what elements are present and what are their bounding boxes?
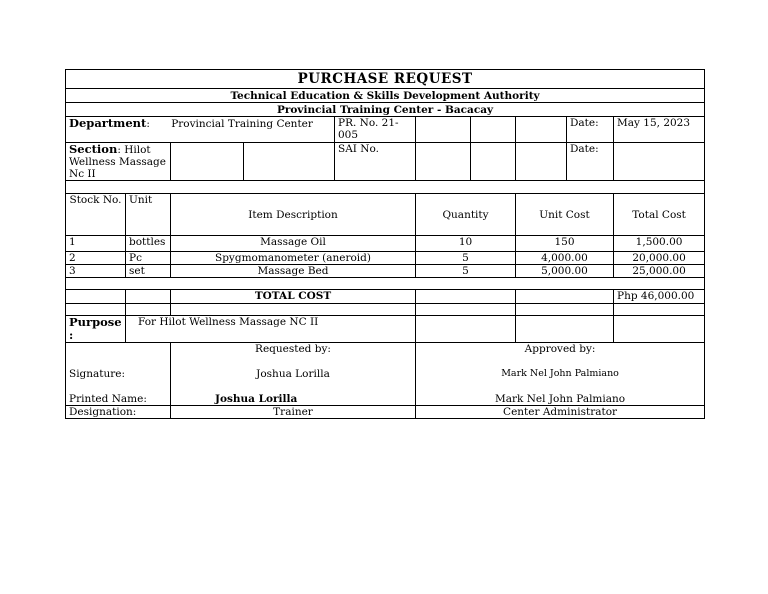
- department-value: Provincial Training Center: [171, 118, 313, 130]
- header-quantity: Quantity: [416, 194, 516, 236]
- blank-cell: [126, 290, 171, 304]
- item-total-cost: 1,500.00: [614, 236, 705, 252]
- purpose-value: For Hilot Wellness Massage NC II: [126, 316, 416, 343]
- item-description: Massage Bed: [171, 265, 416, 278]
- header-unit: Unit: [126, 194, 171, 236]
- item-description: Massage Oil: [171, 236, 416, 252]
- approved-printed-name: Mark Nel John Palmiano: [416, 393, 705, 406]
- printed-name-label: Printed Name:: [66, 393, 171, 406]
- item-quantity: 5: [416, 252, 516, 265]
- purpose-label: Purpose :: [66, 316, 126, 343]
- approved-designation: Center Administrator: [416, 406, 705, 419]
- requested-signature: Joshua Lorilla: [171, 368, 416, 393]
- blank-cell: [416, 304, 516, 316]
- spacer-row: [66, 278, 705, 290]
- blank-cell: [614, 316, 705, 343]
- blank-cell: [171, 304, 416, 316]
- spacer-row: [66, 181, 705, 194]
- requested-by-label: Requested by:: [171, 343, 416, 368]
- blank-cell: [416, 316, 516, 343]
- item-unit-cost: 5,000.00: [516, 265, 614, 278]
- item-stock-no: 2: [66, 252, 126, 265]
- form-title: PURCHASE REQUEST: [66, 70, 705, 89]
- department-cell: [66, 117, 335, 143]
- center-name: Provincial Training Center - Bacacay: [66, 103, 705, 117]
- header-total-cost: Total Cost: [614, 194, 705, 236]
- sai-number: SAI No.: [335, 143, 416, 181]
- requested-printed-name: Joshua Lorilla: [171, 393, 416, 406]
- blank-cell: [416, 117, 471, 143]
- table-row: [66, 265, 705, 278]
- item-unit: set: [126, 265, 171, 278]
- item-quantity: 5: [416, 265, 516, 278]
- date-label: Date:: [567, 117, 614, 143]
- approved-signature: Mark Nel John Palmiano: [416, 368, 705, 393]
- blank-cell: [516, 304, 614, 316]
- blank-cell: [66, 304, 126, 316]
- blank-cell: [416, 290, 516, 304]
- pr-number: PR. No. 21-005: [335, 117, 416, 143]
- blank-cell: [516, 117, 567, 143]
- blank-cell: [126, 304, 171, 316]
- item-unit-cost: 150: [516, 236, 614, 252]
- total-cost-label: TOTAL COST: [171, 290, 416, 304]
- blank-cell: [171, 143, 244, 181]
- department-label: Department: [69, 116, 147, 130]
- header-item-description: Item Description: [171, 194, 416, 236]
- department-colon: :: [146, 118, 150, 130]
- blank-cell: [66, 343, 171, 368]
- blank-cell: [66, 290, 126, 304]
- blank-cell: [416, 143, 471, 181]
- section-label: Section: [69, 142, 118, 156]
- blank-cell: [516, 316, 614, 343]
- blank-cell: [614, 143, 705, 181]
- purchase-request-form: [65, 69, 705, 419]
- blank-cell: [516, 143, 567, 181]
- agency-name: Technical Education & Skills Development Authority: [66, 89, 705, 103]
- blank-cell: [471, 143, 516, 181]
- date-value: May 15, 2023: [614, 117, 705, 143]
- item-unit: bottles: [126, 236, 171, 252]
- approved-by-label: Approved by:: [416, 343, 705, 368]
- item-unit: Pc: [126, 252, 171, 265]
- requested-designation: Trainer: [171, 406, 416, 419]
- blank-cell: [244, 143, 335, 181]
- item-stock-no: 3: [66, 265, 126, 278]
- item-description: Spygmomanometer (aneroid): [171, 252, 416, 265]
- item-stock-no: 1: [66, 236, 126, 252]
- section-cell: [66, 143, 171, 181]
- total-cost-value: Php 46,000.00: [614, 290, 705, 304]
- header-unit-cost: Unit Cost: [516, 194, 614, 236]
- header-stock-no: Stock No.: [66, 194, 126, 236]
- blank-cell: [471, 117, 516, 143]
- designation-label: Designation:: [66, 406, 171, 419]
- item-unit-cost: 4,000.00: [516, 252, 614, 265]
- item-quantity: 10: [416, 236, 516, 252]
- item-total-cost: 25,000.00: [614, 265, 705, 278]
- signature-label: Signature:: [66, 368, 171, 393]
- item-total-cost: 20,000.00: [614, 252, 705, 265]
- blank-cell: [516, 290, 614, 304]
- table-row: [66, 252, 705, 265]
- blank-cell: [614, 304, 705, 316]
- table-row: [66, 236, 705, 252]
- section-value: : Hilot Wellness Massage Nc II: [69, 144, 166, 180]
- date-label-2: Date:: [567, 143, 614, 181]
